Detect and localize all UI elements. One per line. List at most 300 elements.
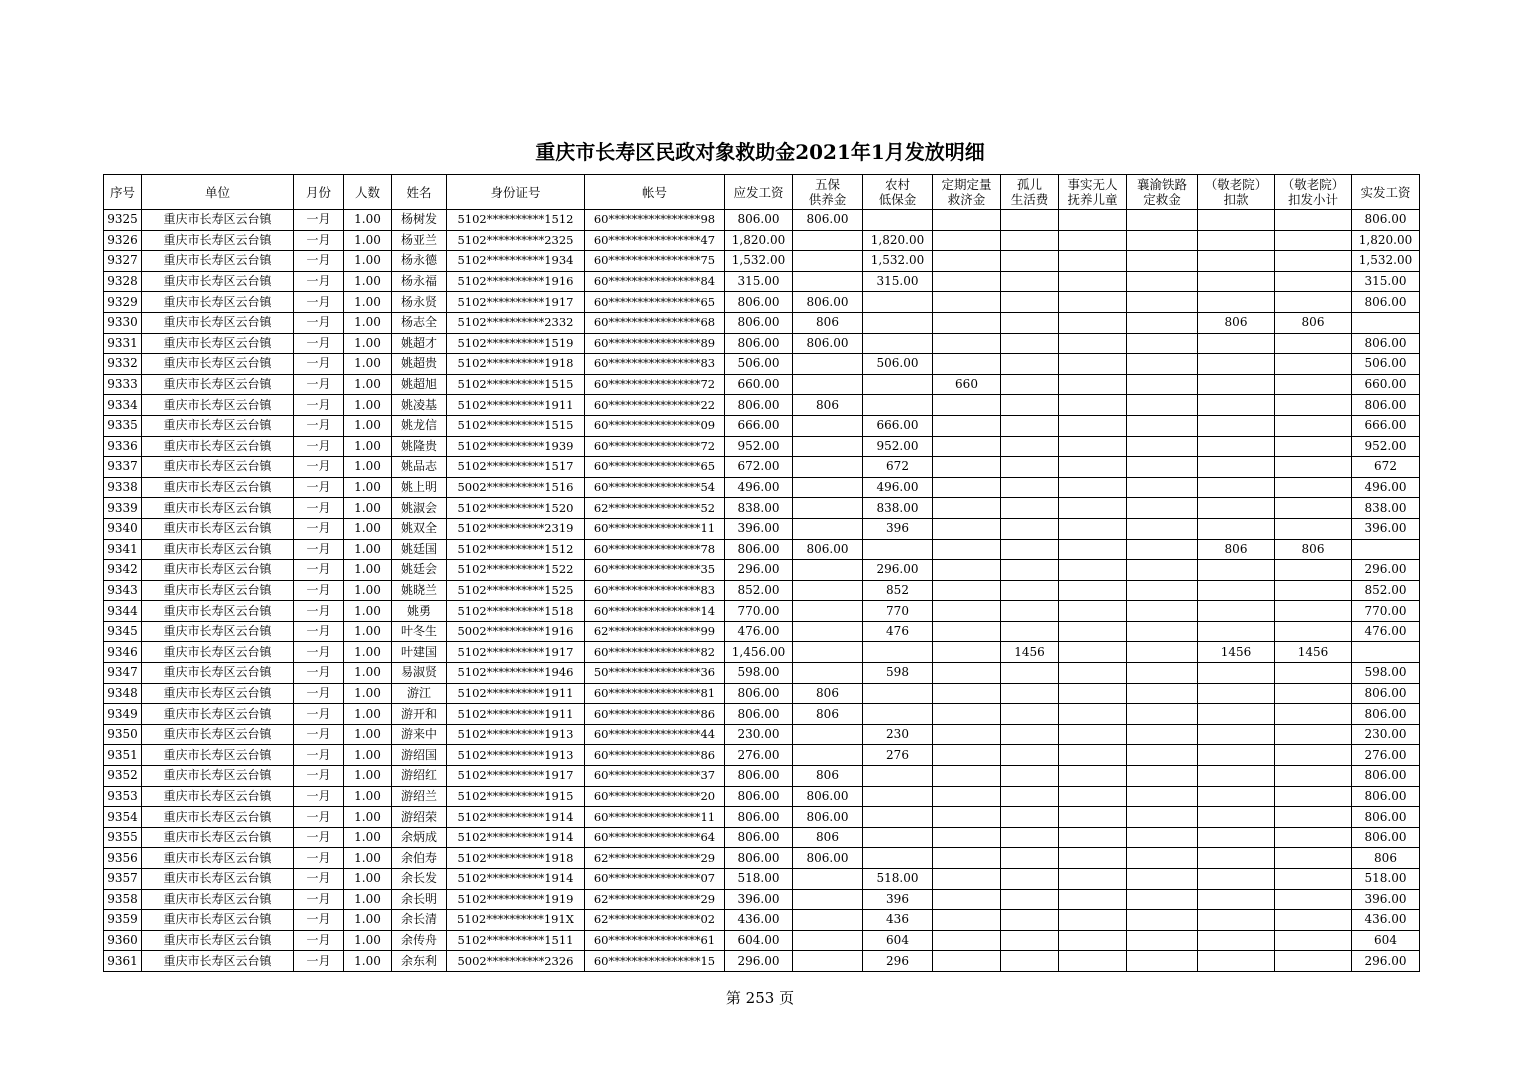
table-cell [793,621,863,642]
table-cell: 一月 [294,827,344,848]
table-cell: 806.00 [725,539,793,560]
table-cell [1127,580,1198,601]
table-cell [1275,724,1352,745]
column-header: 月份 [294,175,344,210]
table-cell: 一月 [294,930,344,951]
table-cell: 806.00 [793,539,863,560]
table-row [104,251,1420,272]
table-cell [1127,271,1198,292]
table-cell: 672 [863,457,933,478]
table-cell: 1.00 [344,848,392,869]
table-cell: 重庆市长寿区云台镇 [142,354,294,375]
table-cell [1198,848,1275,869]
table-cell: 一月 [294,869,344,890]
table-cell: 姚双全 [392,518,447,539]
table-cell [1127,704,1198,725]
table-cell: 436 [863,910,933,931]
table-cell [1127,457,1198,478]
table-cell: 重庆市长寿区云台镇 [142,415,294,436]
table-cell [1059,395,1127,416]
table-cell: 1.00 [344,642,392,663]
table-cell [1198,869,1275,890]
table-cell: 60****************86 [585,745,725,766]
table-cell: 60****************65 [585,457,725,478]
table-cell [1059,457,1127,478]
table-cell: 604.00 [725,930,793,951]
column-header: 襄渝铁路 定救金 [1127,175,1198,210]
table-cell [933,766,1001,787]
table-cell [1127,786,1198,807]
table-cell: 一月 [294,415,344,436]
table-cell: 一月 [294,621,344,642]
table-cell [1198,766,1275,787]
table-cell [1275,354,1352,375]
table-cell: 806.00 [793,848,863,869]
table-cell [1275,415,1352,436]
table-cell: 852.00 [725,580,793,601]
table-cell [933,498,1001,519]
table-cell: 62****************52 [585,498,725,519]
table-cell: 60****************44 [585,724,725,745]
table-cell: 230.00 [725,724,793,745]
relief-fund-table [103,174,1420,972]
table-cell [1127,210,1198,231]
table-cell [793,724,863,745]
column-header: 农村 低保金 [863,175,933,210]
table-cell [1059,477,1127,498]
table-cell [1001,869,1059,890]
table-cell [1059,930,1127,951]
table-cell [1198,498,1275,519]
table-cell [1001,230,1059,251]
table-row [104,436,1420,457]
table-cell: 806.00 [1352,395,1420,416]
table-cell: 9347 [104,663,142,684]
table-cell: 806.00 [1352,210,1420,231]
table-cell: 506.00 [1352,354,1420,375]
table-cell [1127,642,1198,663]
table-cell: 1.00 [344,230,392,251]
table-cell: 重庆市长寿区云台镇 [142,333,294,354]
table-cell: 806.00 [1352,683,1420,704]
table-cell [1275,930,1352,951]
table-cell [1198,724,1275,745]
table-cell [1198,560,1275,581]
table-cell: 60****************72 [585,374,725,395]
table-row [104,807,1420,828]
table-cell: 杨志全 [392,312,447,333]
table-row [104,621,1420,642]
table-cell [933,354,1001,375]
column-header: （敬老院） 扣款 [1198,175,1275,210]
table-cell: 5102**********1519 [447,333,585,354]
table-cell: 506.00 [863,354,933,375]
table-cell [1059,580,1127,601]
table-cell: 9349 [104,704,142,725]
table-cell [863,786,933,807]
table-cell [933,704,1001,725]
column-header: 人数 [344,175,392,210]
table-cell: 806.00 [725,807,793,828]
table-cell [933,745,1001,766]
table-cell: 余长发 [392,869,447,890]
table-cell: 游绍国 [392,745,447,766]
table-cell: 5102**********1915 [447,786,585,807]
table-cell: 396.00 [725,518,793,539]
table-cell: 1.00 [344,766,392,787]
table-cell: 60****************82 [585,642,725,663]
table-cell: 230.00 [1352,724,1420,745]
table-cell: 5102**********1511 [447,930,585,951]
table-cell: 9355 [104,827,142,848]
table-cell [1275,869,1352,890]
table-cell: 杨永福 [392,271,447,292]
table-cell [1059,807,1127,828]
table-cell: 9344 [104,601,142,622]
table-cell: 重庆市长寿区云台镇 [142,395,294,416]
table-cell: 重庆市长寿区云台镇 [142,930,294,951]
table-cell: 重庆市长寿区云台镇 [142,210,294,231]
table-cell [1275,395,1352,416]
table-cell: 易淑贤 [392,663,447,684]
table-cell: 5102**********1913 [447,745,585,766]
table-cell [1059,210,1127,231]
table-cell: 1.00 [344,539,392,560]
table-cell [863,395,933,416]
table-cell [1198,292,1275,313]
table-cell: 62****************29 [585,889,725,910]
table-cell: 315.00 [863,271,933,292]
table-cell [1275,271,1352,292]
table-cell [1001,766,1059,787]
table-cell: 9327 [104,251,142,272]
table-cell: 666.00 [1352,415,1420,436]
table-cell: 666.00 [863,415,933,436]
table-cell [1001,827,1059,848]
table-row [104,601,1420,622]
table-row [104,951,1420,972]
table-cell: 一月 [294,807,344,828]
table-cell [933,930,1001,951]
table-cell: 60****************47 [585,230,725,251]
table-cell: 806 [793,766,863,787]
table-cell: 1.00 [344,601,392,622]
table-cell [1059,786,1127,807]
table-cell: 5102**********1914 [447,807,585,828]
table-cell: 806.00 [725,786,793,807]
table-cell: 一月 [294,663,344,684]
table-cell: 60****************14 [585,601,725,622]
table-cell: 60****************83 [585,354,725,375]
table-cell [1127,415,1198,436]
table-cell: 5102**********1934 [447,251,585,272]
table-cell: 姚龙信 [392,415,447,436]
table-cell [1198,889,1275,910]
table-cell [793,518,863,539]
table-row [104,539,1420,560]
table-cell: 806.00 [1352,292,1420,313]
table-cell: 重庆市长寿区云台镇 [142,621,294,642]
table-cell: 806 [793,395,863,416]
table-cell: 9346 [104,642,142,663]
table-cell: 5102**********191X [447,910,585,931]
table-cell [793,354,863,375]
table-cell [1059,848,1127,869]
table-cell [1275,848,1352,869]
table-cell [1275,374,1352,395]
table-cell: 5102**********1939 [447,436,585,457]
table-cell [1059,704,1127,725]
table-cell: 60****************61 [585,930,725,951]
table-cell [1001,683,1059,704]
table-cell: 重庆市长寿区云台镇 [142,271,294,292]
table-cell [1001,333,1059,354]
table-cell [1127,230,1198,251]
table-row [104,704,1420,725]
table-cell [1127,312,1198,333]
table-cell [1059,601,1127,622]
table-cell [1275,333,1352,354]
table-cell: 重庆市长寿区云台镇 [142,786,294,807]
table-cell: 一月 [294,848,344,869]
table-cell [793,889,863,910]
table-cell: 9341 [104,539,142,560]
table-row [104,766,1420,787]
table-cell: 60****************07 [585,869,725,890]
table-cell [1001,910,1059,931]
table-cell: 1.00 [344,518,392,539]
table-cell: 1.00 [344,477,392,498]
table-cell: 重庆市长寿区云台镇 [142,683,294,704]
table-cell [1127,910,1198,931]
table-cell: 806.00 [725,766,793,787]
table-cell [1275,910,1352,931]
table-cell: 9331 [104,333,142,354]
table-cell: 5002**********1516 [447,477,585,498]
table-row [104,869,1420,890]
table-cell: 60****************15 [585,951,725,972]
table-cell [933,869,1001,890]
table-cell [1198,230,1275,251]
table-cell: 5102**********1919 [447,889,585,910]
table-cell [1127,683,1198,704]
table-cell [933,539,1001,560]
table-cell [933,683,1001,704]
table-cell: 806.00 [725,848,793,869]
table-cell [933,827,1001,848]
table-cell [933,786,1001,807]
table-cell: 1.00 [344,251,392,272]
table-cell: 396.00 [1352,889,1420,910]
table-cell: 770.00 [1352,601,1420,622]
table-cell [1059,539,1127,560]
table-cell: 9332 [104,354,142,375]
table-cell: 余东利 [392,951,447,972]
table-cell: 396.00 [725,889,793,910]
table-cell [933,642,1001,663]
table-cell: 806 [1275,539,1352,560]
table-row [104,210,1420,231]
table-cell: 一月 [294,910,344,931]
table-cell: 806.00 [725,683,793,704]
table-cell [1198,518,1275,539]
table-cell: 806.00 [1352,827,1420,848]
table-cell: 5102**********2325 [447,230,585,251]
table-cell: 598.00 [1352,663,1420,684]
table-cell: 806 [793,683,863,704]
table-cell: 1456 [1198,642,1275,663]
table-cell: 一月 [294,601,344,622]
table-cell [1059,415,1127,436]
table-cell [793,560,863,581]
table-cell [1001,601,1059,622]
table-cell [793,663,863,684]
table-cell [793,601,863,622]
table-cell: 476 [863,621,933,642]
table-cell [1059,230,1127,251]
table-cell: 60****************11 [585,518,725,539]
table-cell: 672 [1352,457,1420,478]
table-cell: 5102**********1913 [447,724,585,745]
table-cell [1198,210,1275,231]
table-cell: 806.00 [793,210,863,231]
table-cell [1059,374,1127,395]
table-cell [1198,457,1275,478]
table-cell: 396 [863,518,933,539]
table-cell [1001,786,1059,807]
table-cell [1001,210,1059,231]
page-title: 重庆市长寿区民政对象救助金2021年1月发放明细 [535,140,985,164]
table-cell: 396.00 [1352,518,1420,539]
table-cell: 游来中 [392,724,447,745]
table-cell [1127,930,1198,951]
table-cell: 游江 [392,683,447,704]
table-cell [1198,271,1275,292]
table-cell [1198,601,1275,622]
table-cell: 60****************89 [585,333,725,354]
table-cell: 806 [1198,539,1275,560]
table-row [104,292,1420,313]
table-cell [1127,292,1198,313]
table-cell [863,312,933,333]
table-cell: 游绍兰 [392,786,447,807]
table-cell: 重庆市长寿区云台镇 [142,601,294,622]
table-cell [933,601,1001,622]
table-cell [1127,560,1198,581]
table-cell [1059,724,1127,745]
table-cell: 60****************86 [585,704,725,725]
table-cell: 5102**********1525 [447,580,585,601]
table-cell: 518.00 [725,869,793,890]
table-cell: 506.00 [725,354,793,375]
table-cell [793,477,863,498]
table-cell: 一月 [294,518,344,539]
table-cell [1198,807,1275,828]
table-cell: 838.00 [725,498,793,519]
table-cell: 重庆市长寿区云台镇 [142,436,294,457]
table-cell [1001,292,1059,313]
table-cell: 一月 [294,745,344,766]
table-cell [793,251,863,272]
table-cell [1198,436,1275,457]
table-cell: 604 [863,930,933,951]
table-cell: 余炳成 [392,827,447,848]
column-header: 姓名 [392,175,447,210]
table-cell [793,930,863,951]
table-cell: 重庆市长寿区云台镇 [142,910,294,931]
table-cell [793,230,863,251]
table-cell: 一月 [294,889,344,910]
table-row [104,333,1420,354]
table-cell: 5102**********1515 [447,374,585,395]
table-cell: 9333 [104,374,142,395]
table-cell [933,395,1001,416]
table-cell [1001,498,1059,519]
table-cell [1059,910,1127,931]
table-cell: 5102**********1512 [447,539,585,560]
column-header: 身份证号 [447,175,585,210]
table-cell: 276 [863,745,933,766]
table-row [104,395,1420,416]
table-cell [933,292,1001,313]
table-cell: 952.00 [863,436,933,457]
table-cell: 9335 [104,415,142,436]
table-cell: 游绍荣 [392,807,447,828]
table-cell: 5102**********1914 [447,869,585,890]
table-cell [1198,477,1275,498]
table-cell: 852 [863,580,933,601]
table-cell: 重庆市长寿区云台镇 [142,724,294,745]
table-cell: 1.00 [344,436,392,457]
table-cell: 5102**********1918 [447,848,585,869]
table-cell: 一月 [294,374,344,395]
table-row [104,415,1420,436]
table-cell [793,415,863,436]
table-cell [933,724,1001,745]
table-cell [933,457,1001,478]
table-cell [1198,663,1275,684]
table-cell: 一月 [294,704,344,725]
table-cell [1127,621,1198,642]
table-cell [1275,951,1352,972]
table-cell: 叶建国 [392,642,447,663]
table-cell [1127,663,1198,684]
table-cell [1127,827,1198,848]
table-cell: 重庆市长寿区云台镇 [142,251,294,272]
table-cell: 1.00 [344,827,392,848]
table-cell: 1.00 [344,395,392,416]
table-cell [1001,457,1059,478]
table-cell [1198,786,1275,807]
table-cell: 重庆市长寿区云台镇 [142,766,294,787]
table-cell: 1.00 [344,930,392,951]
table-cell [1198,951,1275,972]
table-cell [863,292,933,313]
table-cell [1198,683,1275,704]
table-cell: 60****************09 [585,415,725,436]
table-cell: 重庆市长寿区云台镇 [142,498,294,519]
table-cell: 60****************35 [585,560,725,581]
table-cell: 5102**********1518 [447,601,585,622]
table-cell [793,869,863,890]
table-cell [1059,292,1127,313]
table-cell: 9358 [104,889,142,910]
table-cell: 9357 [104,869,142,890]
table-cell [1352,642,1420,663]
table-cell: 1,820.00 [725,230,793,251]
table-cell: 296.00 [725,951,793,972]
table-cell: 496.00 [1352,477,1420,498]
